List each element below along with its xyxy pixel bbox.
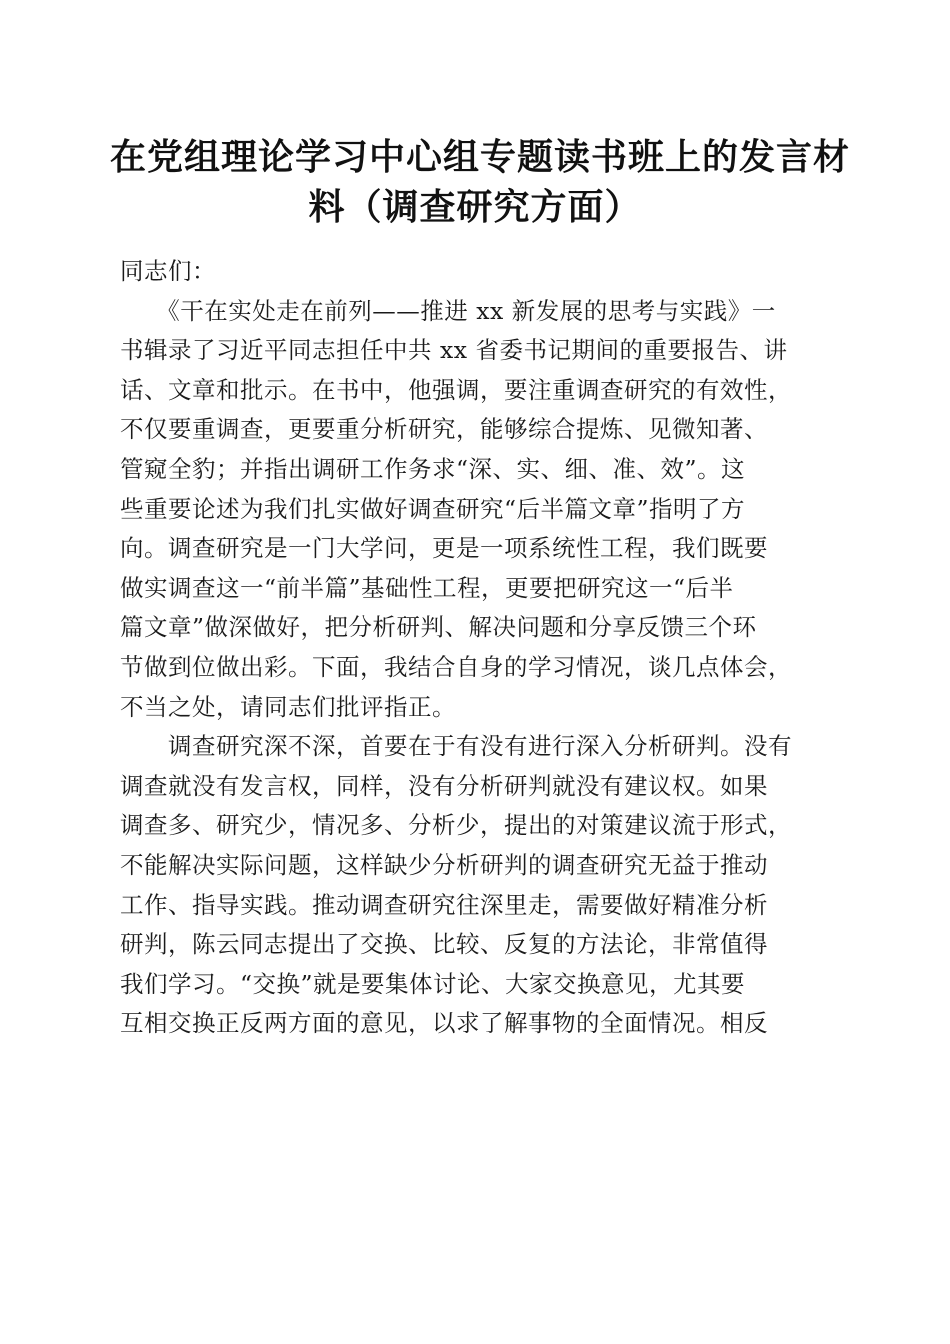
text-line: 调查多、研究少，情况多、分析少，提出的对策建议流于形式，	[120, 811, 792, 840]
text-line: 书辑录了习近平同志担任中共 xx 省委书记期间的重要报告、讲	[120, 336, 788, 365]
title-line-1: 在党组理论学习中心组专题读书班上的发言材	[110, 136, 851, 178]
text-line: 篇文章”做深做好，把分析研判、解决问题和分享反馈三个环	[120, 613, 757, 642]
text-line: 做实调查这一“前半篇”基础性工程，更要把研究这一“后半	[120, 573, 734, 602]
text-line: 工作、指导实践。推动调查研究往深里走，需要做好精准分析	[120, 890, 768, 919]
text-line: 些重要论述为我们扎实做好调查研究“后半篇文章”指明了方	[120, 494, 746, 523]
text-line: 《干在实处走在前列——推进 xx 新发展的思考与实践》一	[120, 296, 776, 325]
text-line: 节做到位做出彩。下面，我结合自身的学习情况，谈几点体会，	[120, 652, 792, 681]
title-line-2: 料（调查研究方面）	[308, 186, 642, 228]
document-body	[120, 252, 836, 1044]
text-line: 互相交换正反两方面的意见，以求了解事物的全面情况。相反	[120, 1009, 768, 1038]
text-line: 不当之处，请同志们批评指正。	[120, 692, 456, 721]
text-line: 向。调查研究是一门大学问，更是一项系统性工程，我们既要	[120, 534, 768, 563]
text-line: 不能解决实际问题，这样缺少分析研判的调查研究无益于推动	[120, 850, 768, 879]
text-line: 话、文章和批示。在书中，他强调，要注重调查研究的有效性，	[120, 375, 792, 404]
text-line: 管窥全豹；并指出调研工作务求“深、实、细、准、效”。这	[120, 454, 746, 483]
page-title	[110, 132, 851, 232]
text-line: 不仅要重调查，更要重分析研究，能够综合提炼、见微知著、	[120, 415, 768, 444]
text-line: 调查就没有发言权，同样，没有分析研判就没有建议权。如果	[120, 771, 768, 800]
paragraph-2	[120, 727, 836, 1044]
paragraph-1	[120, 292, 836, 728]
text-line: 调查研究深不深，首要在于有没有进行深入分析研判。没有	[120, 732, 792, 761]
text-line: 我们学习。“交换”就是要集体讨论、大家交换意见，尤其要	[120, 969, 746, 998]
text-line: 研判，陈云同志提出了交换、比较、反复的方法论，非常值得	[120, 930, 768, 959]
salutation: 同志们：	[120, 257, 216, 285]
